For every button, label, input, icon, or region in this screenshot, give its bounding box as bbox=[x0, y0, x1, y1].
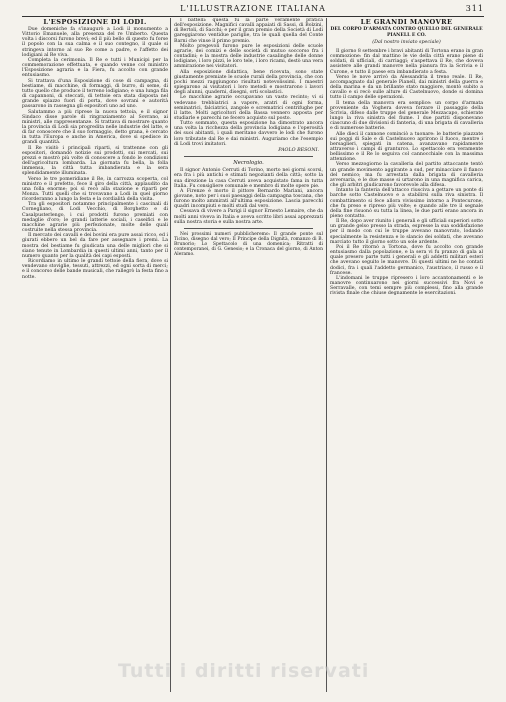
paragraph: Cessava di vivere a Parigi il signor Ernesto Lemaire, che da molti anni viveva in Italia e aveva scritto libri assai apprezzati sulla nostra storia e sulla nostra arte. bbox=[174, 209, 323, 225]
paragraph: Tra gli espositori notammo principalmente i cascinali di Cornegliano, di Lodi Vecchio, di Borghetto e di Casalpusterlengo, i cui prodotti furono premiati con medaglie d'oro; le grandi latterie sociali, i caseifici e le macchine agrarie più perfezionate, molte delle quali costruite nella stessa provincia. bbox=[22, 202, 168, 234]
column-2 bbox=[174, 18, 323, 694]
article-title: L'ESPOSIZIONE DI LODI. bbox=[43, 18, 147, 26]
paragraph: Alla esposizione didattica, bene ricevuta, sono state giustamente premiate le scuole rurali della provincia, che con pochi mezzi raggiungono risultati notevolissimi. I maestri spiegarono ai visitatori i loro metodi e mostrarono i lavori degli alunni, quaderni, disegni, orti scolastici. bbox=[174, 69, 323, 96]
paragraph: Tutto sommato, questa esposizione ha dimostrato ancora una volta la ricchezza della provincia lodigiana e l'operosità dei suoi abitanti, i quali meritano davvero le lodi che furono loro tributate dal Re e dai ministri. Auguriamo che l'esempio di Lodi trovi imitatori. bbox=[174, 121, 323, 147]
article-title: LE GRANDI MANOVRE bbox=[360, 18, 453, 26]
paragraph: Il Re, dopo aver riunito i generali e gli ufficiali superiori sotto un grande gelso presso la strada, espresse la sua soddisfazione per il modo con cui le truppe avevano manovrato, lodando specialmente la resistenza e lo slancio dei soldati, che avevano marciato tutto il giorno sotto un sole ardente. bbox=[330, 219, 483, 245]
article-signature: PAOLO BESONI. bbox=[278, 147, 319, 153]
paragraph: Il mercato dei cavalli e dei bovini era pure assai ricco, ed i giurati ebbero un bel da fare per assegnare i premi. La mostra del bestiame fu giudicata una delle migliori che si siano tenute in Lombardia in questi ultimi anni, tanto per il numero quanto per la qualità dei capi esposti. bbox=[22, 233, 168, 259]
page-number: 311 bbox=[465, 4, 484, 13]
section-title: Necrologio. bbox=[233, 160, 264, 167]
column-divider bbox=[170, 18, 171, 692]
paragraph: Il giorno 8 settembre i bravi abitanti di Tortona erano in gran commozione: fin dal mattino le vie della città erano piene di soldati, di ufficiali, di carriaggi; s'aspettava il Re, che doveva assistere alle grandi manovre nella pianura fra la Scrivia e il Curone, e tutto il paese era imbandierato a festa. bbox=[330, 49, 483, 75]
dateline: (Dal nostro inviato speciale) bbox=[372, 40, 441, 45]
section-separator bbox=[184, 228, 313, 229]
running-title: L'ILLUSTRAZIONE ITALIANA bbox=[180, 4, 326, 13]
paragraph: A Firenze è morto il pittore Bernardo Mariani, ancora giovane, noto per i suoi paesaggi della campagna toscana, che furono molto ammirati all'ultima esposizione. Lascia parecchi quadri incompiuti e molti studi dal vero. bbox=[174, 188, 323, 210]
paragraph: Il signor Antonio Cerruti di Torino, morto nei giorni scorsi, era fra i più antichi e stimati negozianti della città; sotto la sua direzione la casa Cerruti aveva acquistato fama in tutta Italia. Fu consigliere comunale e membro di molte opere pie. bbox=[174, 168, 323, 189]
column-3 bbox=[330, 18, 483, 694]
paragraph: Molto pregevoli furono pure le esposizioni delle scuole agrarie, dei comizi e delle società di mutuo soccorso fra i contadini; e la mostra delle industrie casalinghe delle donne lodigiane, i loro pizzi, le loro tele, i loro ricami, destò una vera ammirazione nei visitatori. bbox=[174, 43, 323, 70]
paragraph: Si trattava d'una Esposizione di cose di campagna, di bestiame, di macchine, di formaggi, di burro, di seme, di tutto quello che produce il terreno lodigiano; e una lunga fila di capannoni, di steccati, di tettoie era stata disposta nel grande spiazzo fuori di porta, dove sovrani e autorità passarono in rassegna gli espositori uno ad uno. bbox=[22, 78, 168, 110]
paragraph: I battelli: questa fu la parte veramente pratica dell'esposizione. Magnifici cavalli appaiati di Sassi, di Bolzini, di Bertoli, di Sacchi; e per il gran premio della Società di Lodi gareggiarono ventidue pariglie, tra le quali quella del Conte Barni che vinse il primo premio. bbox=[174, 18, 323, 44]
paragraph: Verso le nove arrivò da Alessandria il treno reale. Il Re, accompagnato dal generale Pianell, dai ministri della guerra e della marina e da un brillante stato maggiore, montò subito a cavallo e si recò sulle alture di Castelnuovo, donde si domina tutto il campo delle operazioni. bbox=[330, 74, 483, 101]
column-1 bbox=[22, 18, 168, 694]
paragraph: Intanto la fanteria dell'attacco riusciva a gettare un ponte di barche sotto Castelnuovo e a stabilirsi sulla riva sinistra. Il combattimento si fece allora vivissimo intorno a Pontecurone, che fu preso e ripreso più volte; e quando alle tre il segnale della fine risuonò su tutta la linea, le due parti erano ancora in pieno contatto. bbox=[330, 188, 483, 219]
copyright-watermark: Tutti i diritti riservati bbox=[118, 660, 370, 682]
page-header bbox=[22, 4, 484, 16]
paragraph: Il tema della manovra era semplice: un corpo d'armata proveniente da Voghera doveva forzare il passaggio della Scrivia, difeso dalle truppe del generale Mezzacapo, schierate lungo la riva sinistra del fiume. I due partiti disponevano ciascuno di due divisioni di fanteria, di una brigata di cavalleria e di numerose batterie. bbox=[330, 100, 483, 132]
paragraph: Due domeniche fa s'inaugurò a Lodi il monumento a Vittorio Emanuele, alla presenza del re Umberto. Questa volta i discorsi furono brevi; ed il più bello di questo fu forse il popolo con la sua calma e il suo contegno, il quale si stringeva intorno al suo Re come a padre, e l'affetto dei lodigiani al Re viva. bbox=[22, 27, 168, 58]
paragraph: Salutammo a più riprese la nuova tettoia, e il signor Sindaco disse parole di ringraziamento al Sovrano, ai ministri, alle rappresentanze. Si trattava di mostrare quanto la provincia di Lodi sia progredita nelle industrie del latte, e di far conoscere che il suo formaggio, detto grana, è cercato in tutta l'Europa e anche in America, dove si spedisce in grandi quantità. bbox=[22, 109, 168, 146]
paragraph: Le macchine agrarie occupavano un vasto recinto; vi si vedevano trebbiatrici a vapore, aratri di ogni forma, seminatrici, falciatrici, zangole e scrematrici centrifughe per il latte. Molti agricoltori della Bassa vennero apposta per studiarle e parecchi ne fecero acquisto sul posto. bbox=[174, 95, 323, 121]
header-rule bbox=[22, 16, 484, 17]
paragraph: Verso le tre pomeridiane il Re, in carrozza scoperta, col ministro e il prefetto, fece il giro della città, applaudito da una folla enorme; poi si recò alla stazione e ripartì per Monza. Tutti quelli che si trovavano a Lodi in quel giorno ricorderanno a lungo la festa e la cordialità della visita. bbox=[22, 176, 168, 203]
paragraph: Ricordiamo in ultimo le grandi tettoie della fiera, dove si vendevano stoviglie, tessuti, attrezzi, ed ogni sorta di merci; e il concorso delle bande musicali, che rallegrò la festa fino a notte. bbox=[22, 259, 168, 280]
paragraph: Poi il Re ritornò a Tortona, dove fu accolto con grande entusiasmo dalla popolazione, e la sera vi fu pranzo di gala al quale presero parte tutti i generali e gli addetti militari esteri che avevano seguito le manovre. Di questi ultimi ne ho contati dodici, fra i quali l'addetto germanico, l'austriaco, il russo e il francese. bbox=[330, 244, 483, 276]
paragraph: Completa la cerimonia. Il Re e tutti i Municipi per la commemorazione effettuata, e quando venne col ministro l'Esposizione agraria e la Fiera, fu accolto con grande entusiasmo. bbox=[22, 57, 168, 79]
paragraph: Alle dieci il cannone cominciò a tuonare: le batterie piazzate sui poggi di Sale e di Castelnuovo aprirono il fuoco, mentre i bersaglieri, spiegati in catena, avanzavano rapidamente attraverso i campi di granturco. Lo spettacolo era veramente bellissimo e il Re lo seguiva col cannocchiale con la massima attenzione. bbox=[330, 131, 483, 163]
paragraph: Il Re visitò i principali riparti, si trattenne con gli espositori, domandò notizie sui prodotti, sui mercati, sui prezzi e mostrò più volte di conoscere a fondo le condizioni dell'agricoltura lombarda. La giornata fu bella, la folla immensa, la città tutta imbandierata e la sera splendidamente illuminata. bbox=[22, 145, 168, 177]
editorial-note: Nei prossimi numeri pubblicheremo: Il grande ponte sul Ticino, disegno dal vero; Il Principe della Dignità, romanzo di B. Brunorio; Lo Spettacolo di una domenica; Ritratti di contemporanei, di G. Genesio; e la Cronaca del giorno, di Anton Aleramo. bbox=[174, 231, 323, 257]
paragraph: Verso mezzogiorno la cavalleria del partito attaccante tentò un grande movimento aggirante a sud, per minacciare il fianco del nemico; ma fu arrestata dalla brigata di cavalleria avversaria, e le due masse si urtarono in una magnifica carica, che gli arbitri giudicarono favorevole alla difesa. bbox=[330, 162, 483, 189]
section-separator bbox=[184, 156, 313, 157]
article-subtitle: DEL CORPO D'ARMATA CONTRO QUELLO DEL GENERALE PIANELL E CO. bbox=[330, 27, 483, 38]
paragraph: L'indomani le truppe ripresero i loro accantonamenti e le manovre continuarono nei giorni successivi fra Novi e Serravalle, con temi sempre più complessi, fino alla grande rivista finale che chiuse degnamente le esercitazioni. bbox=[330, 275, 483, 297]
column-divider bbox=[326, 18, 327, 692]
